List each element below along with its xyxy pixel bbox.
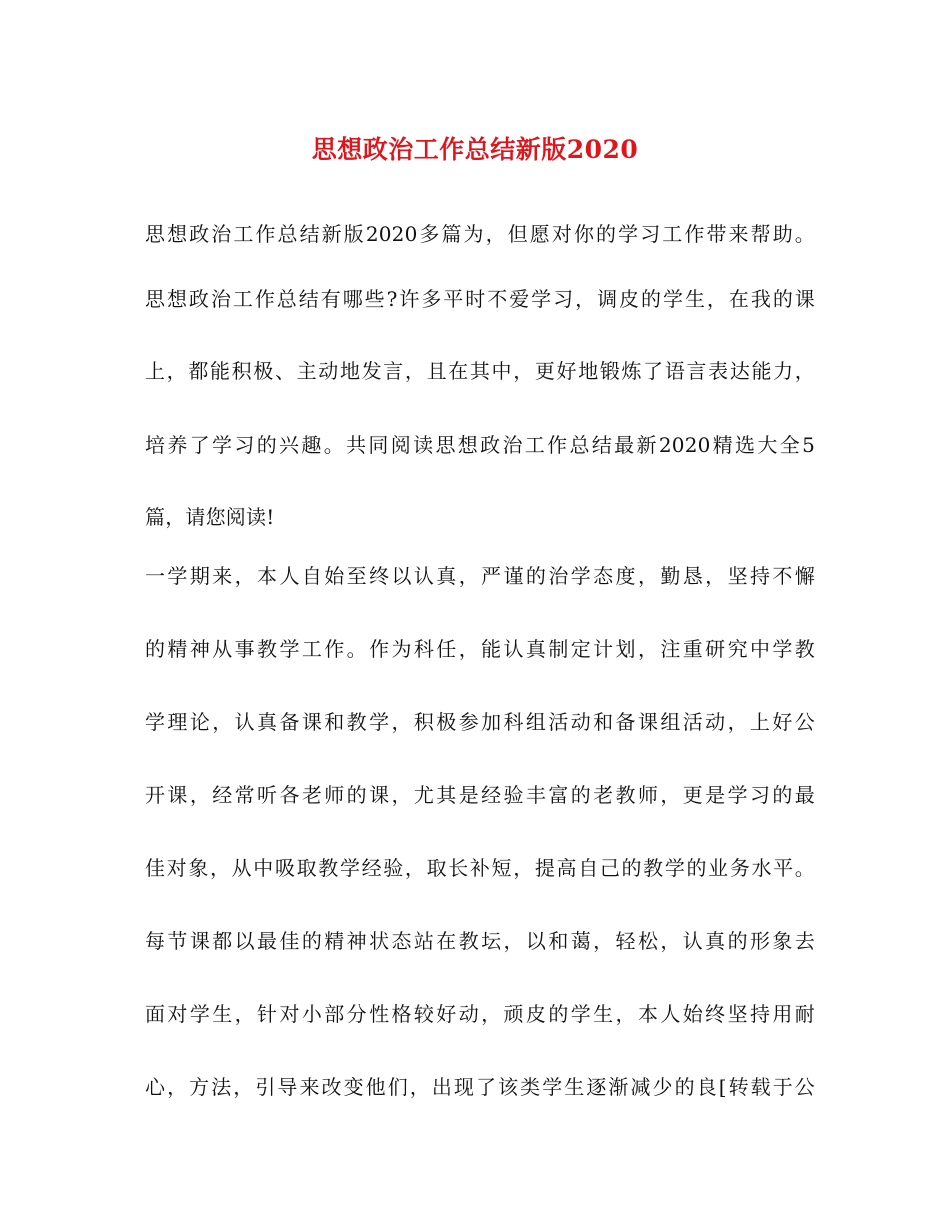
body-line-8: 学理论，认真备课和教学，积极参加科组活动和备课组活动，上好公 — [145, 710, 815, 734]
body-line-3: 上，都能积极、主动地发言，且在其中，更好地锻炼了语言表达能力， — [145, 359, 815, 383]
body-line-12: 面对学生，针对小部分性格较好动，顽皮的学生，本人始终坚持用耐 — [145, 1002, 815, 1026]
body-line-7: 的精神从事教学工作。作为科任，能认真制定计划，注重研究中学教 — [145, 637, 815, 661]
body-line-5: 篇，请您阅读! — [145, 505, 275, 529]
body-line-10: 佳对象，从中吸取教学经验，取长补短，提高自己的教学的业务水平。 — [145, 856, 815, 880]
body-line-13: 心，方法，引导来改变他们，出现了该类学生逐渐减少的良[转载于公 — [145, 1075, 815, 1099]
body-line-1: 思想政治工作总结新版2020多篇为，但愿对你的学习工作带来帮助。 — [145, 222, 815, 246]
body-line-9: 开课，经常听各老师的课，尤其是经验丰富的老教师，更是学习的最 — [145, 783, 815, 807]
body-line-2: 思想政治工作总结有哪些?许多平时不爱学习，调皮的学生，在我的课 — [145, 287, 815, 311]
body-line-6: 一学期来，本人自始至终以认真，严谨的治学态度，勤恳，坚持不懈 — [145, 564, 815, 588]
body-line-11: 每节课都以最佳的精神状态站在教坛，以和蔼，轻松，认真的形象去 — [145, 929, 815, 953]
document-title: 思想政治工作总结新版2020 — [311, 135, 639, 164]
body-line-4: 培养了学习的兴趣。共同阅读思想政治工作总结最新2020精选大全5 — [145, 433, 815, 457]
